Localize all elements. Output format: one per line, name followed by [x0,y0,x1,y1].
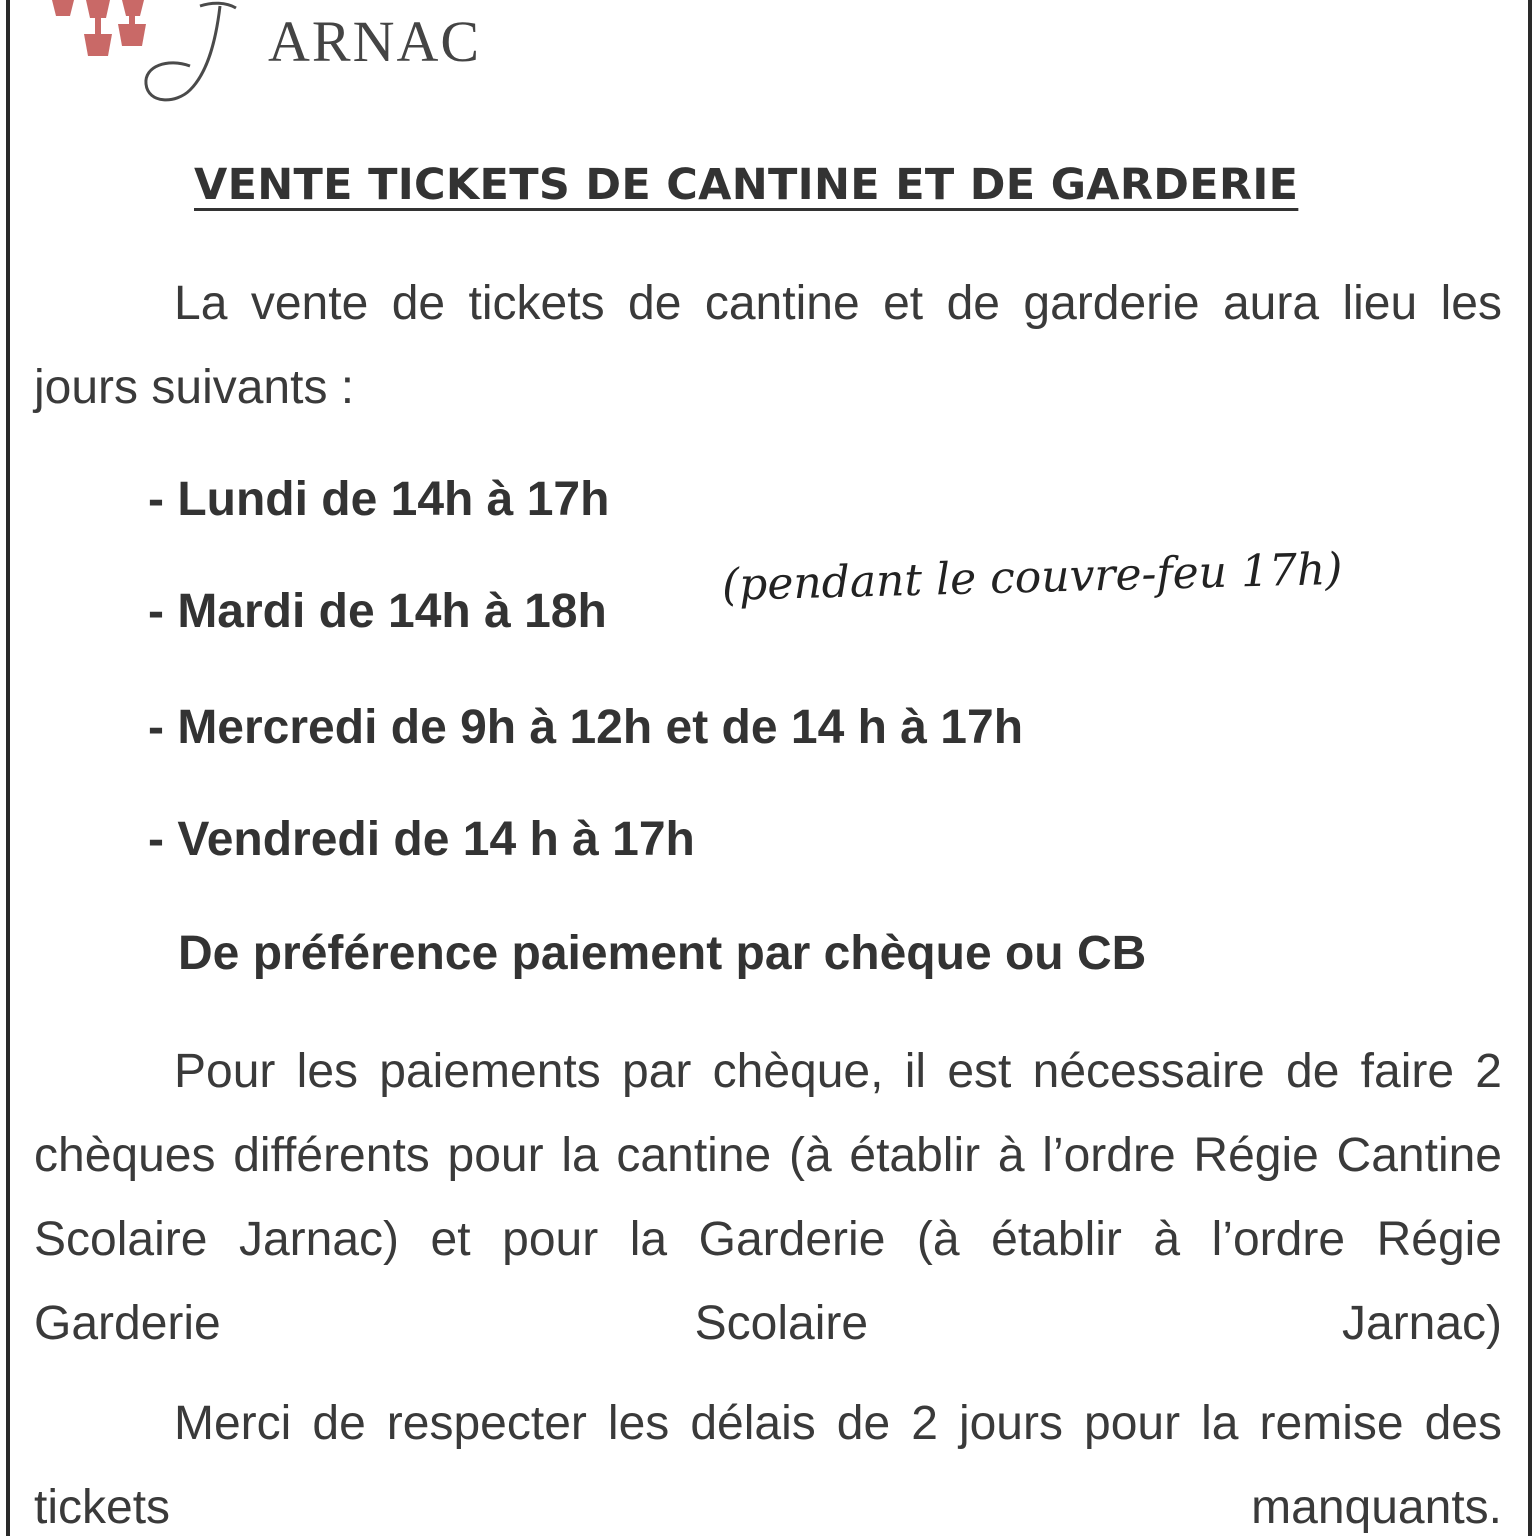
jarnac-logo [40,0,482,110]
handwritten-note: (pendant le couvre-feu 17h) [721,543,1344,611]
cheque-info-paragraph [34,1030,1502,1366]
closing-text: Merci de respecter les délais de 2 jours pour la remise des tickets manquants. [34,1397,1502,1534]
closing-paragraph [34,1382,1502,1536]
cheque-info-text: Pour les paiements par chèque, il est nécessaire de faire 2 chèques différents pour la cantine (à établir à l’ordre Régie Cantine Scolaire Jarnac) et pour la Garderie (à établir à l’ordre Régie Garderie Scolaire Jarnac) [34,1045,1502,1350]
intro-text: La vente de tickets de cantine et de garderie aura lieu les jours suivants : [34,277,1502,414]
schedule-item-mercredi: - Mercredi de 9h à 12h et de 14 h à 17h [148,701,1024,754]
schedule-item-mardi: - Mardi de 14h à 18h [148,585,607,638]
intro-paragraph [34,262,1502,430]
schedule-item-vendredi: - Vendredi de 14 h à 17h [148,813,695,866]
left-border [6,0,10,1536]
schedule-item-lundi: - Lundi de 14h à 17h [148,473,610,526]
right-border [1528,0,1532,1536]
page-title: VENTE TICKETS DE CANTINE ET DE GARDERIE [194,160,1299,210]
logo-wordmark: ARNAC [268,9,482,74]
payment-preference: De préférence paiement par chèque ou CB [178,927,1147,980]
